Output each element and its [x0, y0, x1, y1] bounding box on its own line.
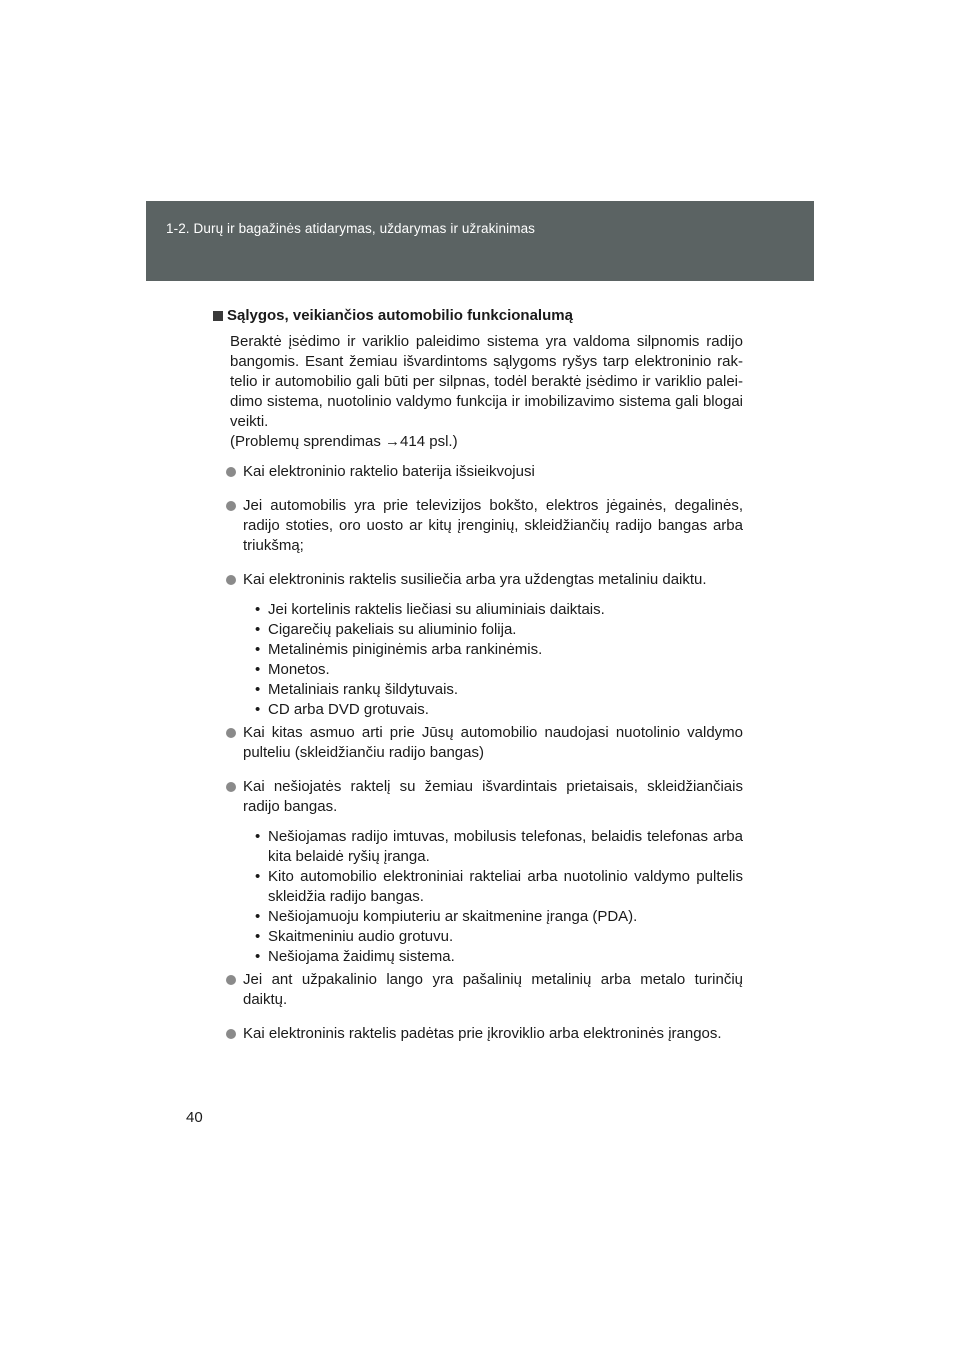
sub-list-item: • CD arba DVD grotuvais. — [255, 701, 429, 718]
page-number: 40 — [186, 1109, 203, 1126]
sub-list — [213, 827, 743, 967]
sub-bullet-dot: • — [255, 828, 261, 845]
bullet-text: Kai elektroninio raktelio baterija išsieikvojusi — [243, 463, 535, 480]
sub-list-item: • Skaitmeniniu audio grotuvu. — [255, 928, 454, 945]
sub-list-item: • Nešiojamas radijo imtuvas, mobilusis telefonas, belaidis telefonas arba kita belaidė ryšių įranga. — [255, 828, 743, 865]
circle-bullet-icon — [226, 728, 236, 738]
sub-bullet-dot: • — [255, 641, 261, 658]
sub-bullet-dot: • — [255, 701, 261, 718]
sub-bullet-dot: • — [255, 661, 261, 678]
bullet-item — [213, 496, 743, 556]
bullet-text: Kai elektroninis raktelis susiliečia arba yra uždengtas metaliniu daiktu. — [243, 571, 707, 588]
bullet-text: Jei ant užpakalinio lango yra pašalinių metalinių arba metalo turinčių daiktų. — [243, 971, 743, 1008]
circle-bullet-icon — [226, 575, 236, 585]
bullet-item — [213, 570, 743, 590]
bullet-item — [213, 777, 743, 817]
sub-list-item: • Metaliniais rankų šildytuvais. — [255, 681, 459, 698]
sub-bullet-dot: • — [255, 868, 261, 885]
circle-bullet-icon — [226, 501, 236, 511]
circle-bullet-icon — [226, 782, 236, 792]
sub-bullet-dot: • — [255, 601, 261, 618]
bullet-text: Kai nešiojatės raktelį su žemiau išvardintais prietaisais, skleidžiančiais radijo bangas. — [243, 778, 743, 815]
bullet-item — [213, 970, 743, 1010]
bullet-item — [213, 723, 743, 763]
sub-bullet-dot: • — [255, 948, 261, 965]
sub-list-item: • Jei kortelinis raktelis liečiasi su aliuminiais daiktais. — [255, 601, 605, 618]
sub-bullet-dot: • — [255, 621, 261, 638]
bullet-text: Jei automobilis yra prie televizijos bokšto, elektros jėgainės, degalinės, radijo stoties, oro uosto ar kitų įrenginių, skleidžiančių radijo bangas arba triukšmą; — [243, 497, 743, 554]
circle-bullet-icon — [226, 467, 236, 477]
bullet-item — [213, 1024, 743, 1044]
sub-list-item: • Nešiojama žaidimų sistema. — [255, 948, 455, 965]
sub-bullet-dot: • — [255, 681, 261, 698]
intro-paragraph — [230, 332, 743, 452]
sub-list-item: • Nešiojamuoju kompiuteriu ar skaitmenine įranga (PDA). — [255, 908, 638, 925]
bullet-item — [213, 462, 743, 482]
square-bullet-icon — [213, 311, 223, 321]
page-content — [213, 306, 743, 1044]
circle-bullet-icon — [226, 975, 236, 985]
sub-list — [213, 600, 743, 720]
intro-text: Beraktė įsėdimo ir variklio paleidimo sistema yra valdoma silpnomis radijo bangomis. Esant žemiau išvardintoms sąlygoms ryšys tarp elektroninio rak-telio ir automobilio gali būti per silpnas, todėl beraktė įsėdimo ir variklio palei-dimo sistema, nuotolinio valdymo funkcija ir imobilizavimo sistema gali blogai veikti. — [230, 333, 743, 430]
circle-bullet-icon — [226, 1029, 236, 1039]
sub-bullet-dot: • — [255, 928, 261, 945]
sub-list-item: • Kito automobilio elektroniniai rakteliai arba nuotolinio valdymo pultelis skleidžia radijo bangas. — [255, 868, 743, 905]
bullet-text: Kai kitas asmuo arti prie Jūsų automobilio naudojasi nuotolinio valdymo pulteliu (skleidžiančiu radijo bangas) — [243, 724, 743, 761]
sub-list-item: • Monetos. — [255, 661, 330, 678]
section-heading-text: Sąlygos, veikiančios automobilio funkcionalumą — [227, 307, 573, 324]
troubleshooting-reference: (Problemų sprendimas →414 psl.) — [230, 433, 458, 450]
sub-list-item: • Metalinėmis piniginėmis arba rankinėmis. — [255, 641, 543, 658]
bullet-text: Kai elektroninis raktelis padėtas prie įkroviklio arba elektroninės įrangos. — [243, 1025, 722, 1042]
section-header-bar — [146, 201, 814, 281]
sub-list-item: • Cigarečių pakeliais su aliuminio folija. — [255, 621, 517, 638]
sub-bullet-dot: • — [255, 908, 261, 925]
section-heading — [213, 306, 743, 326]
section-header-title: 1-2. Durų ir bagažinės atidarymas, uždarymas ir užrakinimas — [166, 221, 536, 236]
